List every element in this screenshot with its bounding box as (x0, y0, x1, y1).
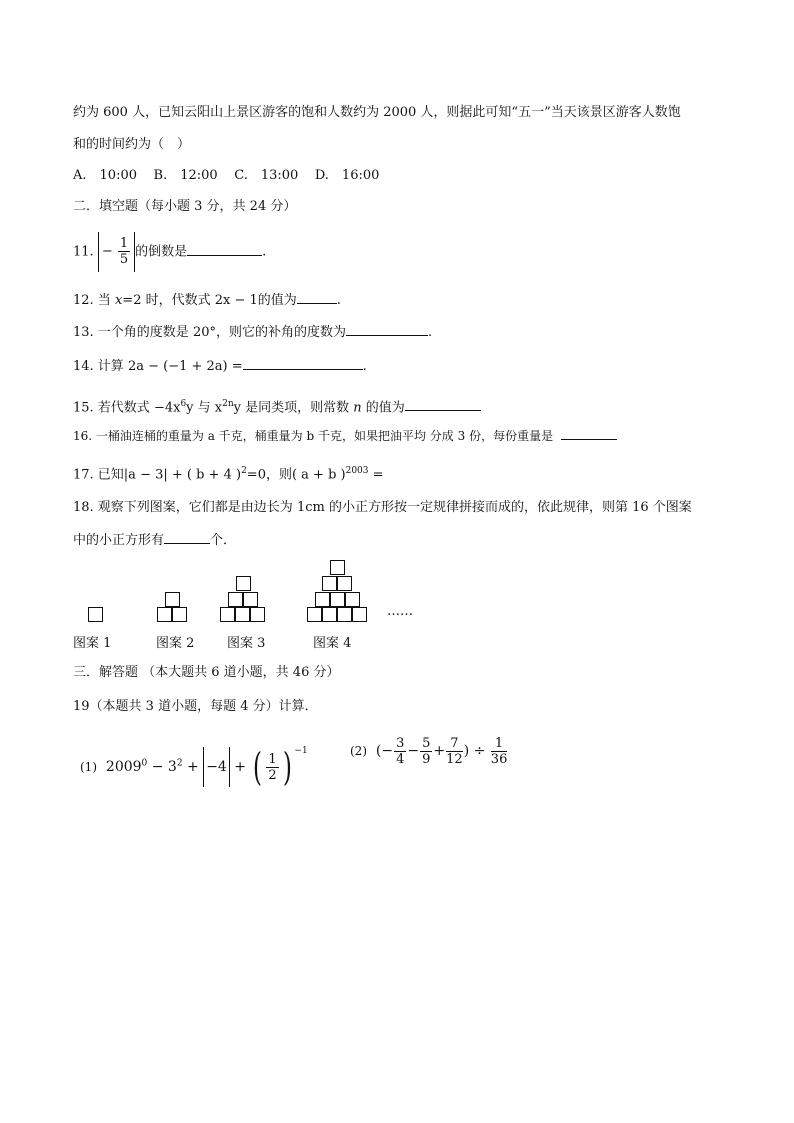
q19-p2-f4-den: 36 (490, 751, 508, 767)
q16-text: 16. 一桶油连桶的重量为 a 千克，桶重量为 b 千克，如果把油平均 分成 3 份，每份重量是 (73, 429, 554, 443)
pattern3-square (235, 607, 250, 622)
q12-answer-blank[interactable] (297, 289, 337, 304)
q15-mid1: y 与 x (186, 400, 223, 416)
option-b: B. 12:00 (153, 168, 218, 183)
q17-sup2: 2003 (345, 466, 369, 476)
q11 (73, 232, 266, 273)
q19-p1-b-sup: 2 (176, 758, 183, 769)
q12-var: x (114, 293, 123, 308)
q19-p2-f3-num: 7 (446, 736, 463, 752)
pattern4-square (322, 576, 337, 591)
q19-p1-a-sup: 0 (141, 758, 148, 769)
q12-prefix: 12. 当 (73, 293, 115, 308)
pattern3-label: 图案 3 (227, 636, 266, 651)
q12-suffix: 的值为 (257, 293, 297, 308)
q14-answer-blank[interactable] (243, 355, 363, 370)
q19-p2-close: ) ÷ (463, 743, 486, 759)
q15-suffix: 的值为 (361, 400, 405, 416)
q11-fraction (118, 236, 130, 267)
q17-sup: 2 (241, 466, 247, 476)
pattern2-square (157, 607, 172, 622)
q11-answer-blank[interactable] (187, 241, 262, 256)
q13 (73, 321, 432, 343)
q15-sup1: 6 (180, 399, 187, 409)
q19-p1-b: − 3 (147, 759, 177, 775)
q19-p1-frac-den: 2 (268, 767, 277, 783)
q11-text: 的倒数是 (135, 244, 188, 260)
q11-end: . (262, 244, 267, 260)
pattern4-square (352, 607, 367, 622)
q19-p1-sup: −1 (294, 746, 308, 756)
q19-p2-f3-den: 12 (446, 751, 463, 767)
q19-p1-abs: −4 (203, 747, 230, 787)
q12-eq: =2 时，代数式 (122, 293, 215, 308)
q19-p1-a: 2009 (105, 759, 142, 775)
q19-p1-frac (266, 752, 278, 783)
q19-p2-frac2 (420, 736, 432, 767)
pattern3-square (236, 576, 251, 591)
q15-mid2: y 是同类项，则常数 (233, 400, 354, 416)
q12 (73, 289, 341, 311)
q14 (73, 355, 367, 377)
q18-line2 (73, 529, 236, 551)
q19-p2-f1-num: 3 (396, 735, 405, 751)
q19-p1-c: + (182, 759, 204, 775)
q17-prefix: 17. 已知|a − 3| + ( b + 4 ) (73, 467, 242, 483)
q17 (73, 461, 384, 485)
q19-p1-frac-num: 1 (268, 751, 277, 767)
q14-prefix: 14. 计算 (73, 359, 128, 374)
q18-answer-blank[interactable] (164, 529, 210, 544)
q16-answer-blank[interactable] (561, 425, 617, 440)
pattern4-square (337, 576, 352, 591)
section3-title: 三．解答题 （本大题共 6 道小题，共 46 分） (73, 665, 340, 680)
q19-p1-lparen: ( (253, 745, 263, 789)
q19-title: 19（本题共 3 道小题，每题 4 分）计算． (73, 699, 318, 714)
pattern2-square (165, 592, 180, 607)
q19-p2-f2-num: 5 (422, 735, 431, 751)
q19-p2-f4-num: 1 (491, 736, 508, 752)
q19-part2 (350, 731, 508, 771)
q10-line1: 约为 600 人，已知云阳山上景区游客的饱和人数约为 2000 人，则据此可知“五一”当天该景区游客人数饱 (73, 105, 681, 120)
option-c: C. 13:00 (234, 168, 299, 183)
q19-p1-d: + (229, 759, 251, 775)
option-a: A. 10:00 (73, 168, 137, 183)
pattern4-square (330, 592, 345, 607)
pattern4-square (315, 592, 330, 607)
q11-abs (98, 232, 135, 272)
pattern1-square (88, 607, 103, 622)
q11-frac-den: 5 (119, 252, 129, 267)
q19-p2-frac3 (446, 736, 463, 767)
pattern4-square (345, 592, 360, 607)
q18-line1: 18. 观察下列图案，它们都是由边长为 1cm 的小正方形按一定规律拼接而成的，依此规律，则第 16 个图案 (73, 500, 692, 515)
q12-expr: 2x − 1 (214, 293, 258, 308)
q13-answer-blank[interactable] (346, 321, 428, 336)
pattern3-square (228, 592, 243, 607)
pattern3-square (220, 607, 235, 622)
q11-frac-num: 1 (119, 236, 129, 251)
q13-end: . (427, 325, 433, 340)
q19-p2-frac4 (491, 736, 508, 767)
pattern4-square (330, 560, 345, 575)
q14-expr: 2a − (−1 + 2a) = (127, 359, 243, 374)
pattern2-label: 图案 2 (156, 636, 195, 651)
q19-p1-label: (1) (80, 760, 97, 774)
q19-p2-frac1 (394, 736, 406, 767)
q17-suffix: = (368, 467, 384, 483)
q19-p2-op2: + (433, 743, 446, 759)
q17-mid: =0，则( a + b ) (246, 467, 346, 483)
q14-end: . (362, 359, 367, 374)
q11-minus: − (101, 244, 113, 259)
q15-sup2: 2n (222, 399, 234, 409)
q19-p2-label: (2) (350, 744, 367, 758)
pattern1-label: 图案 1 (73, 636, 112, 651)
pattern4-square (337, 607, 352, 622)
q10-options (73, 166, 379, 186)
q15-answer-blank[interactable] (405, 396, 481, 411)
q18-line2a: 中的小正方形有 (73, 533, 165, 548)
pattern2-square (172, 607, 187, 622)
q18-line2b: 个． (210, 533, 237, 548)
q15 (73, 394, 481, 418)
q19-p2-open: (− (375, 743, 394, 759)
q13-text: 13. 一个角的度数是 20°，则它的补角的度数为 (73, 325, 346, 340)
pattern4-square (322, 607, 337, 622)
pattern-ellipsis: …… (387, 604, 413, 619)
q19-part1 (80, 731, 308, 787)
q16 (73, 425, 617, 446)
section2-title: 二．填空题（每小题 3 分，共 24 分） (73, 199, 297, 214)
pattern3-square (243, 592, 258, 607)
pattern4-square (307, 607, 322, 622)
q11-number: 11. (73, 244, 94, 260)
q10-line2: 和的时间约为（ ） (73, 137, 191, 152)
q19-p2-f2-den: 9 (422, 751, 431, 767)
q15-prefix: 15. 若代数式 −4x (73, 400, 181, 416)
pattern3-square (250, 607, 265, 622)
q12-end: . (336, 293, 341, 308)
pattern4-label: 图案 4 (313, 636, 352, 651)
q19-p2-f1-den: 4 (396, 751, 405, 767)
q19-p2-op1: − (407, 743, 420, 759)
q19-p1-rparen: ) (282, 745, 292, 789)
q15-var: n (353, 400, 362, 416)
option-d: D. 16:00 (314, 168, 380, 183)
